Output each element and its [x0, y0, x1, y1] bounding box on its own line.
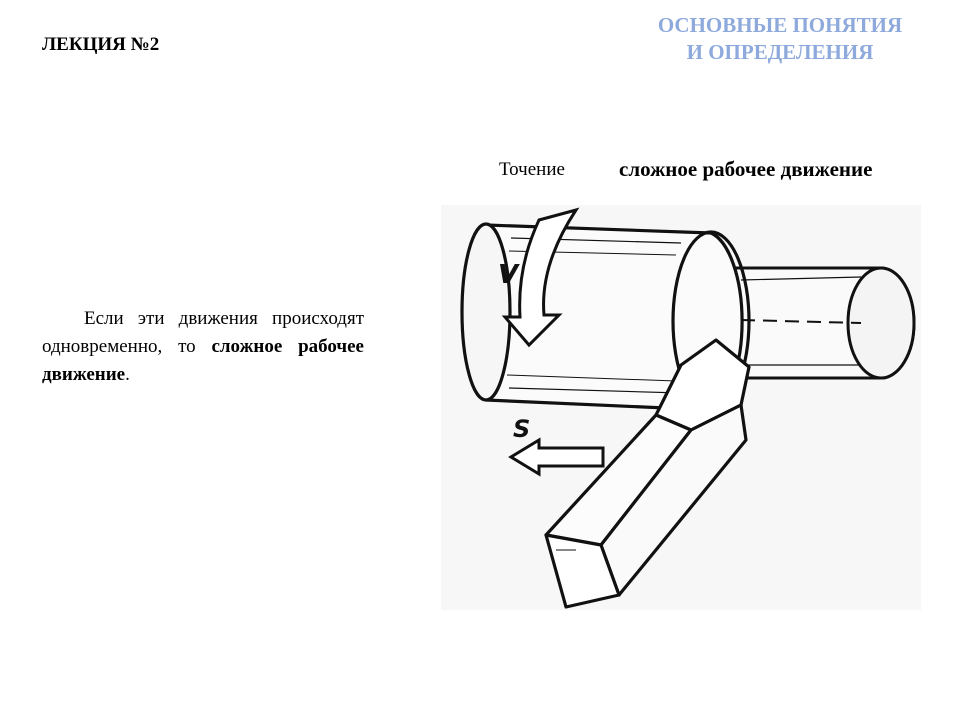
lecture-number: ЛЕКЦИЯ №2 — [42, 34, 160, 55]
feed-arrow — [511, 440, 603, 474]
definition-term: сложное рабочее движение — [42, 336, 364, 385]
shaft — [726, 268, 914, 378]
process-name: Точение — [499, 159, 565, 180]
definition-end: . — [125, 364, 130, 385]
turning-diagram — [441, 205, 921, 610]
definition-text: Если эти движения происходят одновременно, то — [42, 308, 364, 357]
section-title-line-2: И ОПРЕДЕЛЕНИЯ — [686, 40, 874, 64]
feed-label: S — [513, 415, 531, 443]
process-term: сложное рабочее движение — [619, 157, 873, 181]
section-title-line-1: ОСНОВНЫЕ ПОНЯТИЯ — [657, 13, 903, 37]
section-title — [630, 12, 930, 66]
velocity-label: V — [498, 260, 519, 290]
turning-illustration — [441, 205, 921, 610]
definition-paragraph — [42, 305, 364, 389]
